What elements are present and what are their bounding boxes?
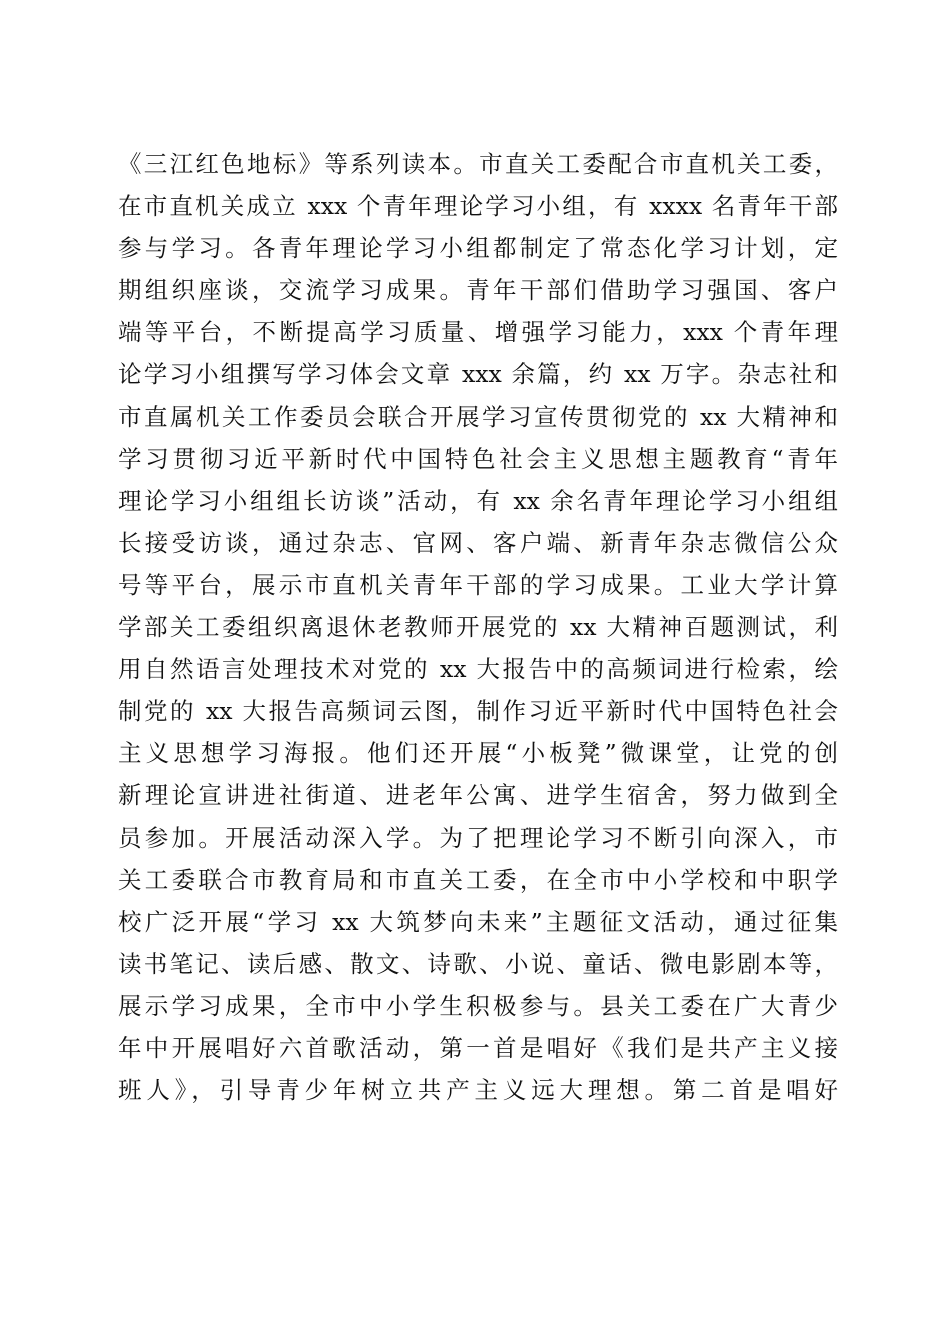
text-line: 用自然语言处理技术对党的 xx 大报告中的高频词进行检索，绘 [118,655,838,684]
text-line: 新理论宣讲进社街道、进老年公寓、进学生宿舍，努力做到全 [118,781,838,810]
text-line: 论学习小组撰写学习体会文章 xxx 余篇，约 xx 万字。杂志社和 [118,360,838,389]
text-line: 校广泛开展“学习 xx 大筑梦向未来”主题征文活动，通过征集 [118,907,838,936]
text-line: 班人》，引导青少年树立共产主义远大理想。第二首是唱好 [118,1076,838,1105]
text-line: 制党的 xx 大报告高频词云图，制作习近平新时代中国特色社会 [118,697,838,726]
text-line: 在市直机关成立 xxx 个青年理论学习小组，有 xxxx 名青年干部 [118,192,838,221]
text-line: 关工委联合市教育局和市直关工委，在全市中小学校和中职学 [118,865,838,894]
text-line: 《三江红色地标》等系列读本。市直关工委配合市直机关工委， [118,150,838,178]
text-line: 市直属机关工作委员会联合开展学习宣传贯彻党的 xx 大精神和 [118,402,838,431]
text-line: 员参加。开展活动深入学。为了把理论学习不断引向深入，市 [118,823,838,852]
text-line: 读书笔记、读后感、散文、诗歌、小说、童话、微电影剧本等， [118,949,838,978]
text-line: 学部关工委组织离退休老教师开展党的 xx 大精神百题测试，利 [118,613,838,642]
text-line: 学习贯彻习近平新时代中国特色社会主义思想主题教育“青年 [118,444,838,473]
text-line: 展示学习成果，全市中小学生积极参与。县关工委在广大青少 [118,991,838,1020]
text-line: 号等平台，展示市直机关青年干部的学习成果。工业大学计算 [118,570,838,599]
text-line: 理论学习小组组长访谈”活动，有 xx 余名青年理论学习小组组 [118,486,838,515]
text-line: 参与学习。各青年理论学习小组都制定了常态化学习计划，定 [118,234,838,263]
text-line: 年中开展唱好六首歌活动，第一首是唱好《我们是共产主义接 [118,1033,838,1062]
text-line: 端等平台，不断提高学习质量、增强学习能力，xxx 个青年理 [118,318,838,347]
text-line: 期组织座谈，交流学习成果。青年干部们借助学习强国、客户 [118,276,838,305]
text-line: 主义思想学习海报。他们还开展“小板凳”微课堂，让党的创 [118,739,838,768]
text-line: 长接受访谈，通过杂志、官网、客户端、新青年杂志微信公众 [118,528,838,557]
body-paragraph [118,143,838,1111]
